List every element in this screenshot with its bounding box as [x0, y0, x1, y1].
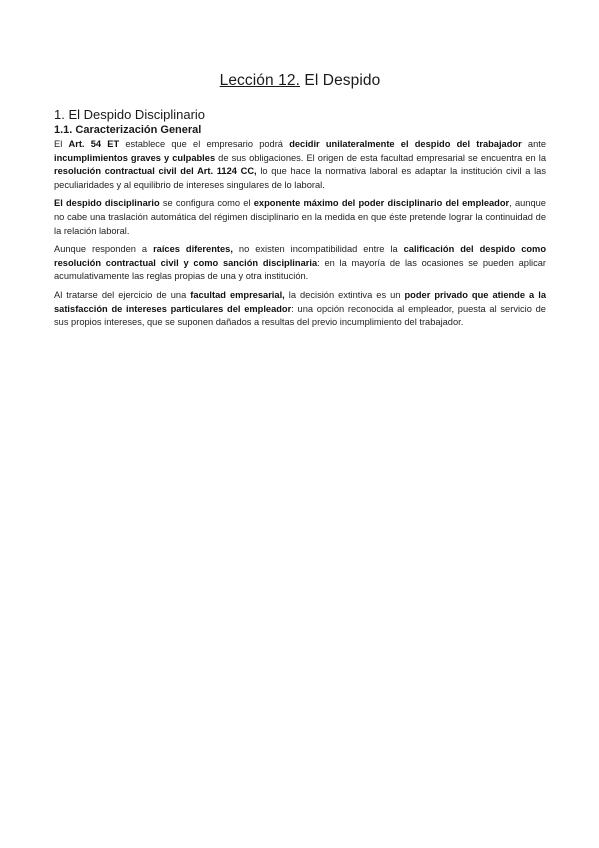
text-run: Al tratarse del ejercicio de una — [54, 289, 191, 300]
bold-text-run: incumplimientos graves y culpables — [54, 152, 216, 163]
paragraph-4 — [54, 289, 546, 330]
document-page — [54, 72, 546, 335]
title-lesson-number: Lección 12. — [219, 72, 300, 89]
page-title — [54, 72, 546, 90]
paragraph-2 — [54, 197, 546, 238]
text-run: lo que hace la normativa laboral es adaptar la institución civil a las peculiaridades y al equilibrio de intereses singulares de lo laboral. — [54, 166, 546, 190]
text-run: no existen incompatibilidad entre la — [232, 244, 404, 255]
text-run: Aunque responden a — [54, 244, 154, 255]
bold-text-run: poder privado que atiende a la satisfacción de intereses particulares del empleador — [54, 289, 546, 314]
text-run: la decisión extintiva es un — [284, 289, 405, 300]
text-run: , aunque no cabe una traslación automática del régimen disciplinario en la medida en que éste pretende lograr la continuidad de la relación laboral. — [54, 198, 546, 236]
bold-text-run: decidir unilateralmente el despido del trabajador — [289, 139, 522, 149]
bold-text-run: resolución contractual civil del Art. 1124 CC, — [54, 166, 257, 177]
text-run: ante — [521, 139, 547, 149]
subsection-heading: 1.1. Caracterización General — [54, 124, 202, 136]
bold-text-run: facultad empresarial, — [190, 289, 285, 300]
title-lesson-name: El Despido — [300, 72, 381, 89]
text-run: se configura como el — [159, 198, 254, 209]
bold-text-run: calificación del despido como resolución contractual civil y como sanción disciplinaria — [54, 244, 547, 268]
text-run: de sus obligaciones. El origen de esta facultad empresarial se encuentra en la — [215, 152, 546, 163]
bold-text-run: Art. 54 ET — [68, 139, 120, 149]
text-run: establece que el empresario podrá — [119, 139, 290, 149]
paragraph-3 — [54, 243, 546, 284]
bold-text-run: raíces diferentes, — [153, 244, 233, 255]
bold-text-run: exponente máximo del poder disciplinario del empleador — [253, 198, 510, 209]
paragraph-1 — [54, 138, 546, 192]
text-run: : en la mayoría de las ocasiones se pueden aplicar acumulativamente las reglas propias de una y otra institución. — [54, 257, 546, 282]
section-heading: 1. El Despido Disciplinario — [54, 107, 206, 122]
text-run: El — [54, 139, 69, 149]
text-run: : una opción reconocida al empleador, puesta al servicio de sus propios intereses, que se suponen dañados a resultas del previo incumplimiento del trabajador. — [54, 303, 546, 328]
bold-text-run: El despido disciplinario — [54, 198, 160, 209]
